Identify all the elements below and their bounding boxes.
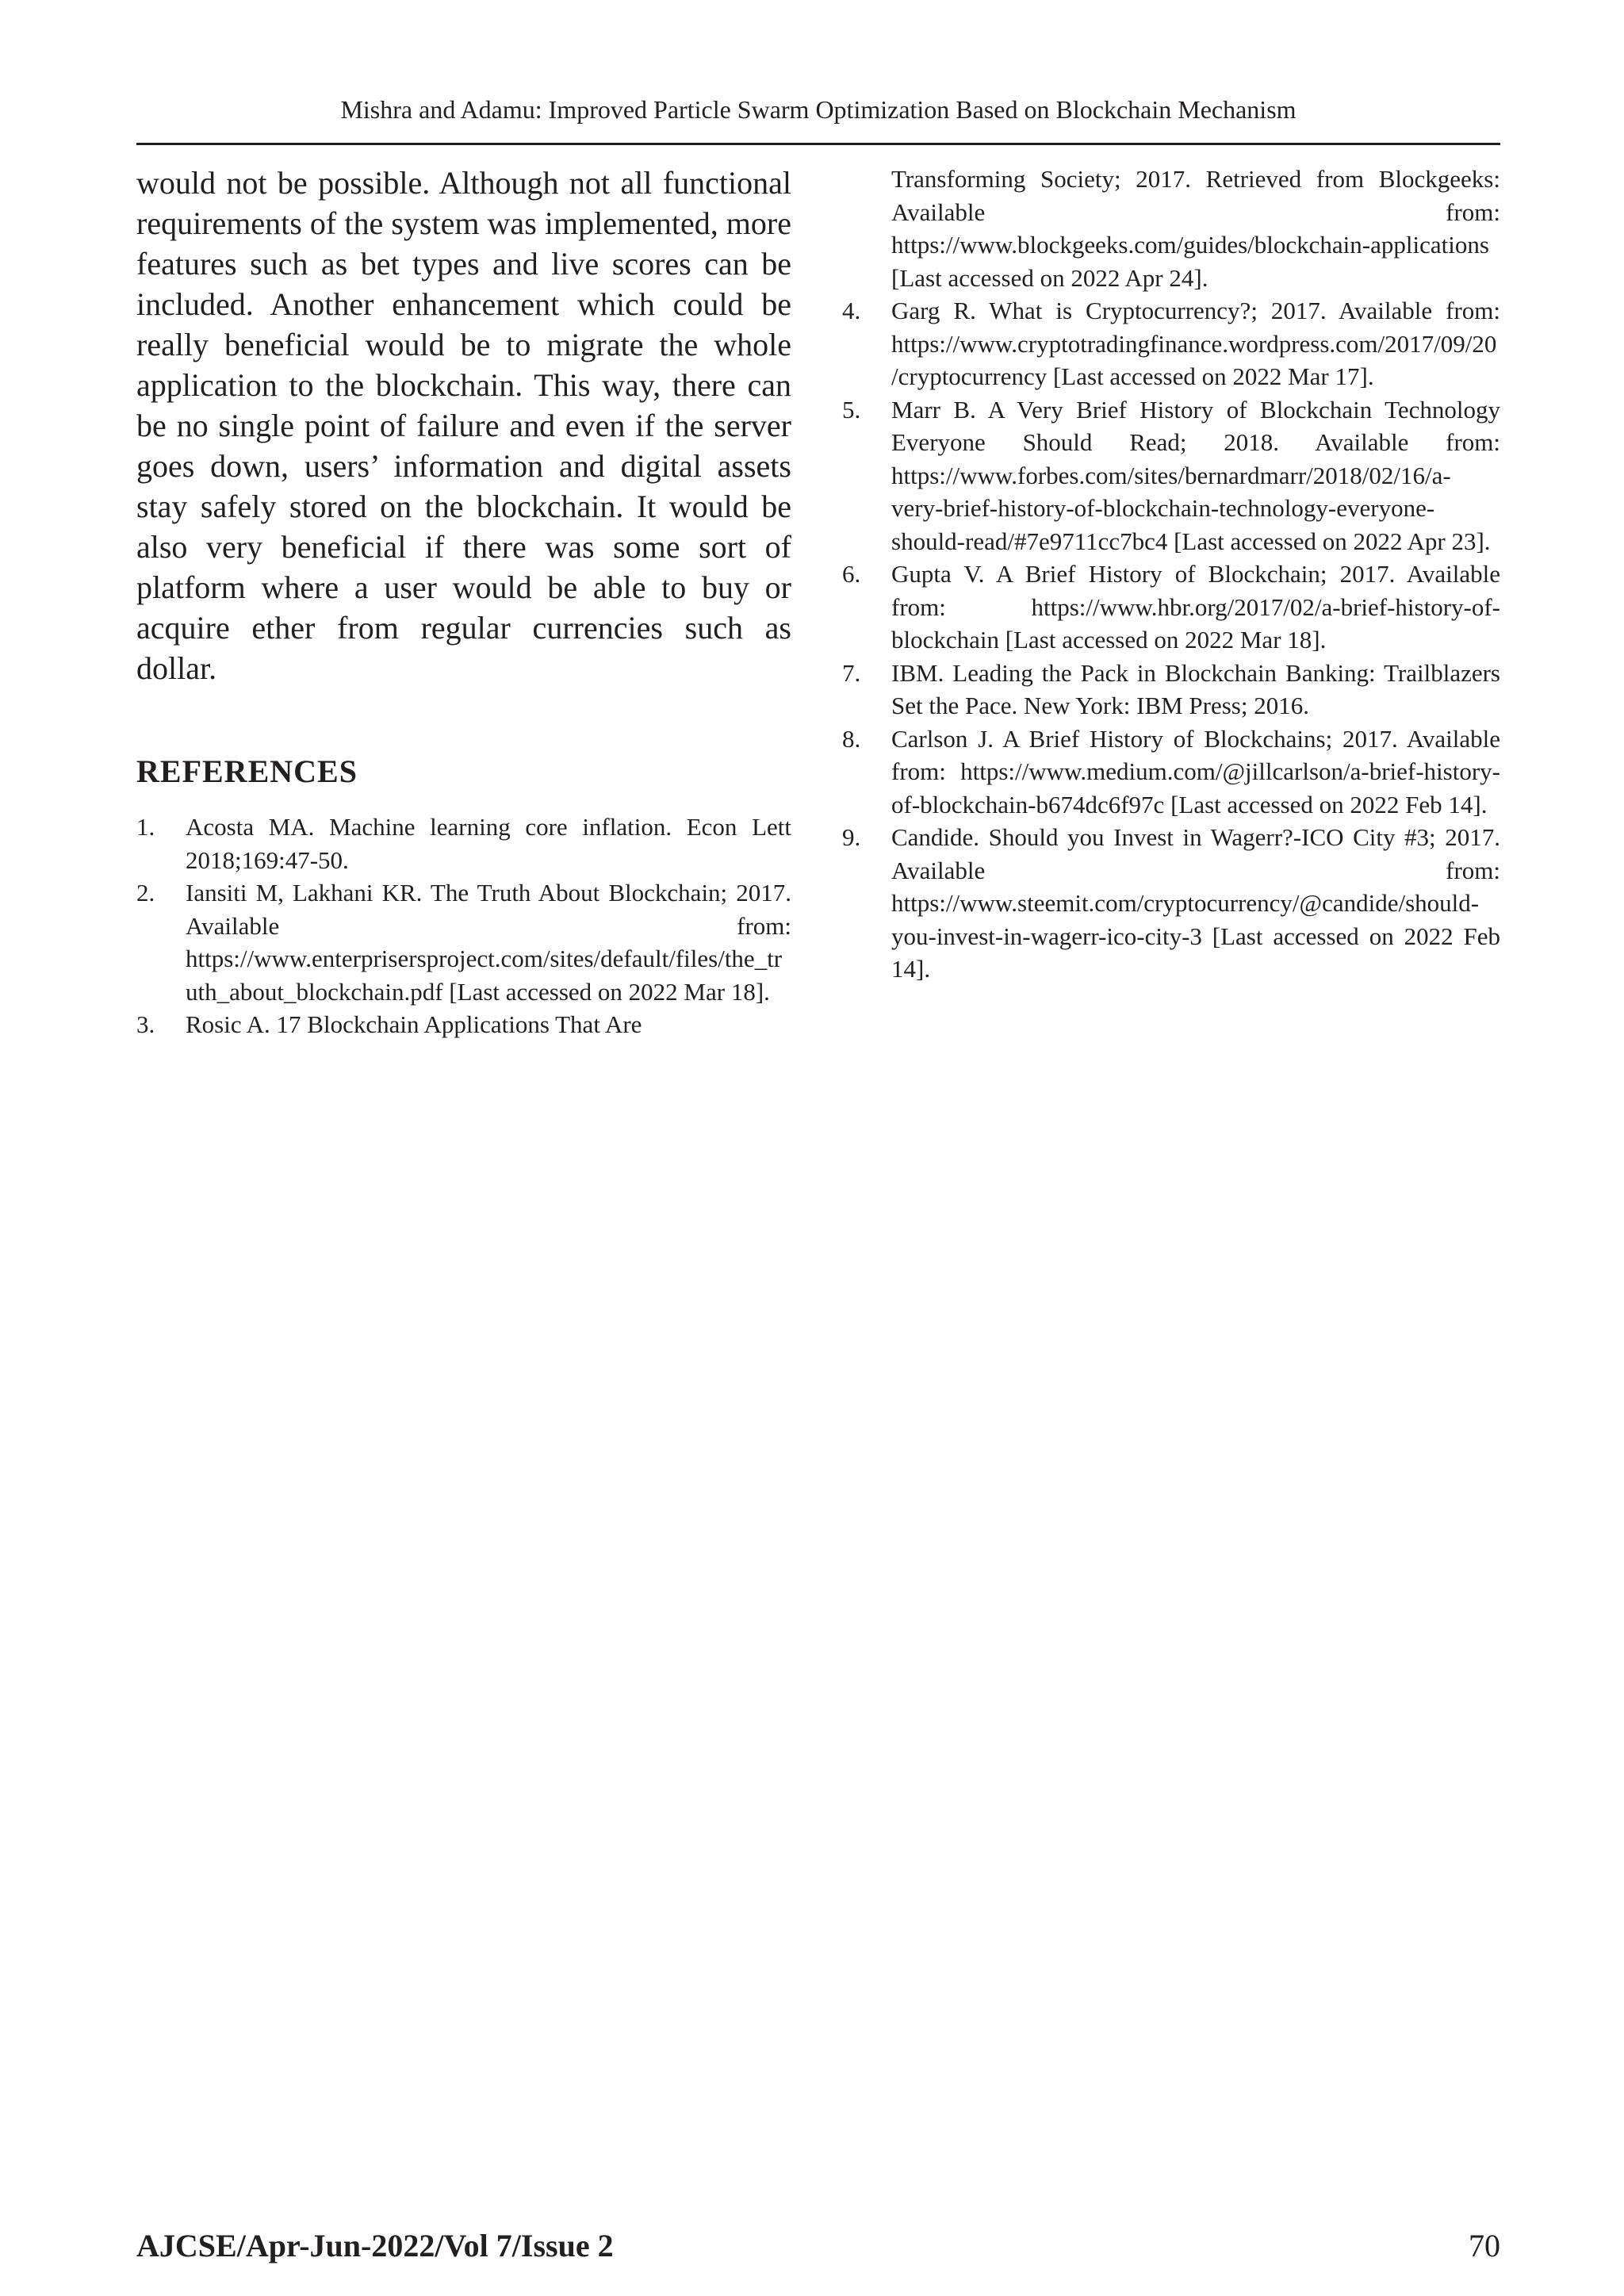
right-column <box>842 163 1500 986</box>
reference-item <box>136 1008 791 1041</box>
reference-number: 7. <box>842 658 861 687</box>
running-header: Mishra and Adamu: Improved Particle Swarm Optimization Based on Blockchain Mechanism <box>340 95 1297 124</box>
left-column <box>136 163 791 1041</box>
reference-continuation: Transforming Society; 2017. Retrieved from Blockgeeks: Available from: https://www.blockgeeks.com/guides/blockchain-applications [Last accessed on 2022 Apr 24]. <box>891 165 1500 292</box>
reference-item <box>136 876 791 1008</box>
references-heading: REFERENCES <box>136 753 358 789</box>
reference-text: Rosic A. 17 Blockchain Applications That Are <box>186 1010 642 1038</box>
footer-journal-info: AJCSE/Apr-Jun-2022/Vol 7/Issue 2 <box>136 2228 614 2263</box>
reference-number: 9. <box>842 823 861 851</box>
reference-item <box>842 294 1500 393</box>
reference-item <box>136 811 791 876</box>
reference-text: Gupta V. A Brief History of Blockchain; 2017. Available from: https://www.hbr.org/2017/02/a-brief-history-of-blockchain [Last accessed on 2022 Mar 18]. <box>891 560 1500 654</box>
reference-number: 4. <box>842 297 861 324</box>
reference-item <box>842 821 1500 986</box>
reference-text: Garg R. What is Cryptocurrency?; 2017. Available from: https://www.cryptotradingfinance.wordpress.com/2017/09/20/cryptocurrency [Last accessed on 2022 Mar 17]. <box>891 297 1500 390</box>
page-number: 70 <box>1469 2228 1500 2263</box>
reference-list-right <box>842 294 1500 986</box>
reference-list-left <box>136 811 791 1041</box>
reference-number: 8. <box>842 724 861 753</box>
reference-item <box>842 393 1500 558</box>
body-paragraph: would not be possible. Although not all functional requirements of the system was implemented, more features such as bet types and live scores can be included. Another enhancement which could be really beneficial would be to migrate the whole application to the blockchain. This way, there can be no single point of failure and even if the server goes down, users’ information and digital assets stay safely stored on the blockchain. It would be also very beneficial if there was some sort of platform where a user would be able to buy or acquire ether from regular currencies such as dollar. <box>136 165 791 686</box>
reference-text: Carlson J. A Brief History of Blockchains; 2017. Available from: https://www.medium.com/@jillcarlson/a-brief-history-of-blockchain-b674dc6f97c [Last accessed on 2022 Feb 14]. <box>891 724 1500 818</box>
reference-number: 6. <box>842 560 861 588</box>
reference-item <box>842 558 1500 657</box>
reference-text: Candide. Should you Invest in Wagerr?-ICO City #3; 2017. Available from: https://www.steemit.com/cryptocurrency/@candide/should-you-invest-in-wagerr-ico-city-3 [Last accessed on 2022 Feb 14]. <box>891 823 1500 983</box>
reference-number: 5. <box>842 395 861 424</box>
reference-text: Acosta MA. Machine learning core inflation. Econ Lett 2018;169:47-50. <box>186 813 791 874</box>
header-rule <box>136 143 1500 145</box>
reference-number: 1. <box>136 813 155 841</box>
reference-number: 2. <box>136 879 155 907</box>
reference-text: Marr B. A Very Brief History of Blockchain Technology Everyone Should Read; 2018. Available from: https://www.forbes.com/sites/bernardmarr/2018/02/16/a-very-brief-history-of-blockchain-technology-everyone-should-read/#7e9711cc7bc4 [Last accessed on 2022 Apr 23]. <box>891 395 1500 555</box>
reference-text: IBM. Leading the Pack in Blockchain Banking: Trailblazers Set the Pace. New York: IBM Press; 2016. <box>891 658 1500 719</box>
reference-item <box>842 657 1500 723</box>
reference-item <box>842 723 1500 822</box>
reference-number: 3. <box>136 1010 155 1038</box>
reference-text: Iansiti M, Lakhani KR. The Truth About Blockchain; 2017. Available from: https://www.enterprisersproject.com/sites/default/files/the_truth_about_blockchain.pdf [Last accessed on 2022 Mar 18]. <box>186 879 791 1006</box>
